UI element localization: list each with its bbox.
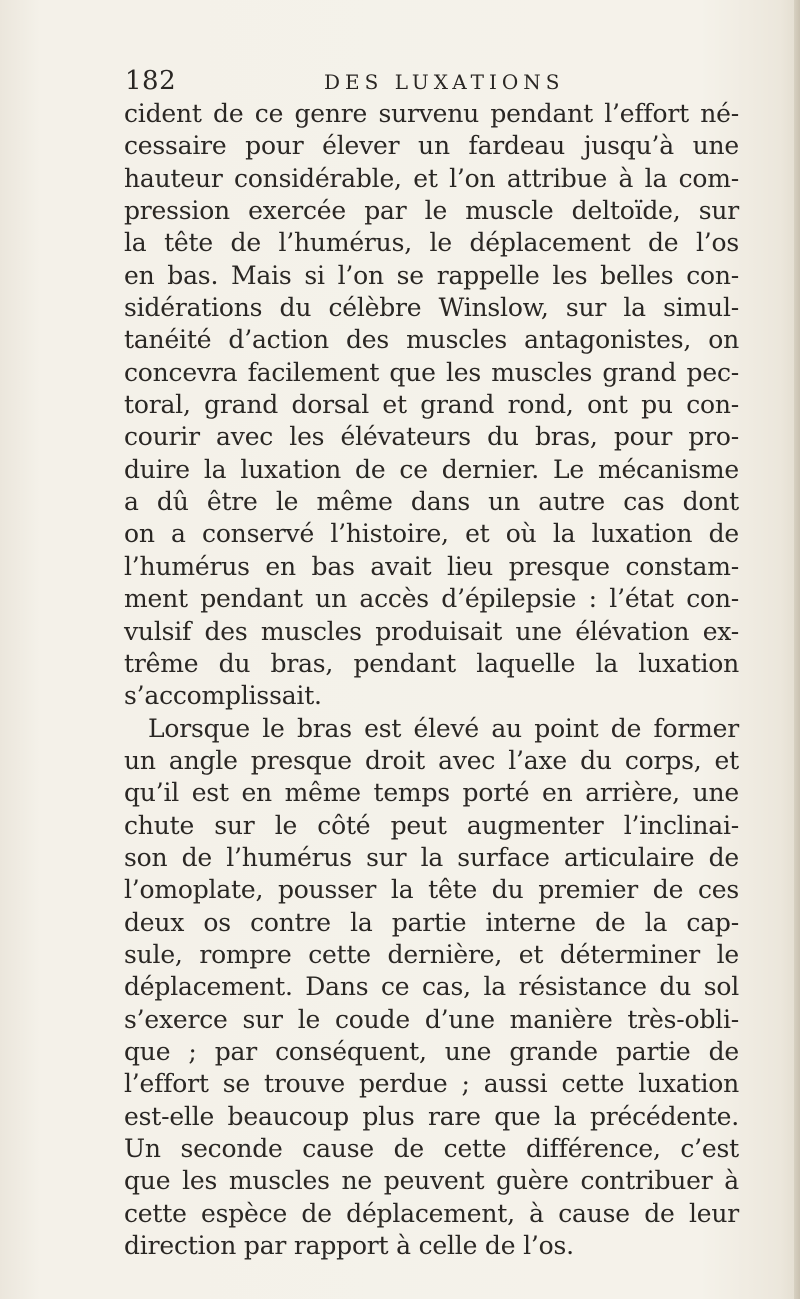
text-line: tanéité d’action des muscles antagonistes, on: [124, 325, 739, 355]
text-line: toral, grand dorsal et grand rond, ont pu con-: [124, 390, 739, 420]
page-number: 182: [125, 66, 177, 96]
text-line: vulsif des muscles produisait une élévation ex-: [124, 616, 739, 646]
text-line: l’humérus en bas avait lieu presque constam-: [124, 551, 739, 581]
text-line: trême du bras, pendant laquelle la luxation: [124, 648, 739, 678]
text-line: pression exercée par le muscle deltoïde, sur: [124, 196, 739, 226]
text-line: la tête de l’humérus, le déplacement de l’os: [124, 228, 739, 258]
text-line: s’exerce sur le coude d’une manière très-obli-: [124, 1004, 739, 1034]
text-line: un angle presque droit avec l’axe du corps, et: [124, 745, 739, 775]
text-line: sidérations du célèbre Winslow, sur la simul-: [124, 293, 739, 323]
page-header: [0, 66, 800, 96]
text-line: son de l’humérus sur la surface articulaire de: [124, 842, 739, 872]
text-line-paragraph-start: Lorsque le bras est élevé au point de former: [148, 713, 739, 743]
text-line: Un seconde cause de cette différence, c’est: [124, 1134, 739, 1163]
text-line: cident de ce genre survenu pendant l’effort né-: [124, 99, 739, 128]
text-line: que les muscles ne peuvent guère contribuer à: [124, 1166, 739, 1196]
text-line: ment pendant un accès d’épilepsie : l’état con-: [124, 584, 739, 614]
text-line: sule, rompre cette dernière, et déterminer le: [124, 939, 739, 969]
text-line: deux os contre la partie interne de la cap-: [124, 907, 739, 937]
text-line: l’effort se trouve perdue ; aussi cette luxation: [124, 1069, 739, 1099]
text-line: duire la luxation de ce dernier. Le mécanisme: [124, 454, 739, 484]
text-line: cessaire pour élever un fardeau jusqu’à une: [124, 131, 739, 161]
text-line: courir avec les élévateurs du bras, pour pro-: [124, 422, 739, 452]
text-line: chute sur le côté peut augmenter l’inclinai-: [124, 810, 739, 840]
text-line: est-elle beaucoup plus rare que la précédente.: [124, 1101, 739, 1131]
text-line: hauteur considérable, et l’on attribue à la com-: [124, 163, 739, 193]
text-line: on a conservé l’histoire, et où la luxation de: [124, 519, 739, 549]
text-line: s’accomplissait.: [124, 681, 322, 711]
text-line: cette espèce de déplacement, à cause de leur: [124, 1198, 739, 1228]
text-line: concevra facilement que les muscles grand pec-: [124, 357, 739, 387]
text-line: direction par rapport à celle de l’os.: [124, 1231, 574, 1261]
body-text: [124, 98, 739, 1262]
page-edge: [794, 0, 800, 1299]
running-head: DES LUXATIONS: [324, 70, 565, 94]
text-line: qu’il est en même temps porté en arrière, une: [124, 778, 739, 808]
text-line: a dû être le même dans un autre cas dont: [124, 487, 739, 517]
text-line: l’omoplate, pousser la tête du premier de ces: [124, 875, 739, 905]
text-line: en bas. Mais si l’on se rappelle les belles con-: [124, 260, 739, 290]
text-line: déplacement. Dans ce cas, la résistance du sol: [124, 972, 739, 1002]
text-line: que ; par conséquent, une grande partie de: [124, 1036, 739, 1066]
